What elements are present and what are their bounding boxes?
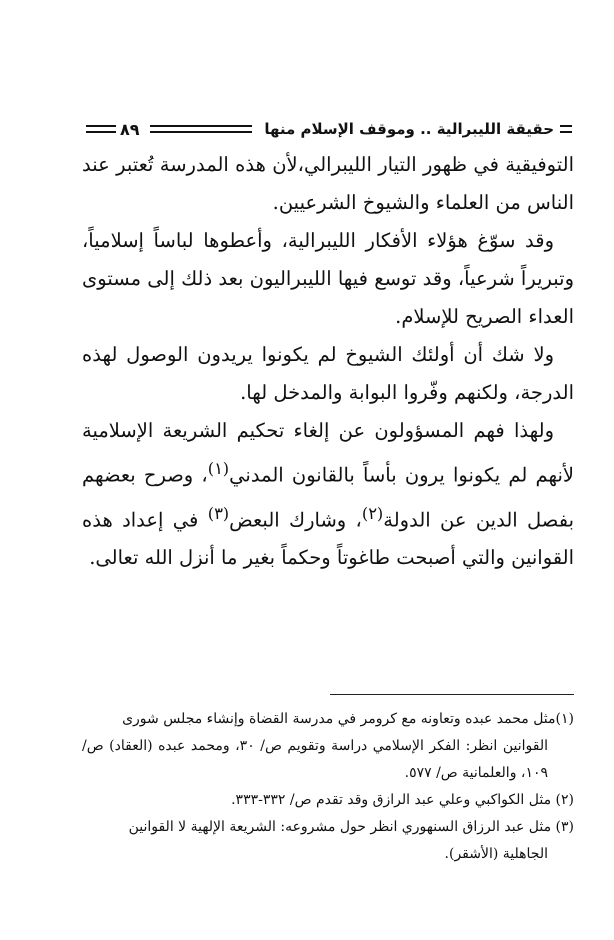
paragraph-1: التوفيقية في ظهور التيار الليبرالي،لأن هذه المدرسة تُعتبر عند الناس من العلماء والشيوخ الشرعيين. (82, 153, 574, 214)
paragraph-4-part-a: ولهذا فهم المسؤولون عن إلغاء تحكيم الشريعة الإسلامية لأنهم لم يكونوا يرون بأساً بالقانون المدني (82, 419, 574, 487)
header-rule-middle (150, 125, 253, 133)
footnote-1-continued: القوانين انظر: الفكر الإسلامي دراسة وتقويم ص/ ٣٠، ومحمد عبده (العقاد) ص/ ١٠٩، والعلمانية ص/ ٥٧٧. (82, 738, 548, 781)
footnote-2: (٢) مثل الكواكبي وعلي عبد الرازق وقد تقدم ص/ ٣٣٢-٣٣٣. (231, 792, 574, 808)
paragraph-3: ولا شك أن أولئك الشيوخ لم يكونوا يريدون الوصول لهذه الدرجة، ولكنهم وفّروا البوابة والمدخل لها. (82, 343, 574, 404)
main-text (82, 146, 574, 577)
header-rule-left (86, 125, 116, 133)
footnote-ref-1[interactable]: (١) (207, 459, 230, 478)
footnote-3-continued: الجاهلية (الأشقر). (444, 846, 548, 862)
footnote-separator (330, 694, 574, 695)
paragraph-4-part-d: في إعداد هذه القوانين والتي أصبحت طاغوتاً وحكماً بغير ما أنزل الله تعالى. (82, 508, 574, 569)
paragraph-4 (82, 412, 574, 577)
paragraph-2: وقد سوّغ هؤلاء الأفكار الليبرالية، وأعطوها لباساً إسلامياً، وتبريراً شرعياً، وقد توسع فيها الليبراليون بعد ذلك إلى مستوى العداء الصريح للإسلام. (82, 229, 574, 328)
paragraph-4-part-c: ، وشارك البعض (229, 508, 362, 531)
paragraph-4-part-b: ، وصرح بعضهم بفصل الدين عن الدولة (82, 463, 574, 531)
footnote-ref-3[interactable]: (٣) (207, 503, 230, 523)
header-rule-right (560, 125, 572, 133)
running-header (86, 116, 572, 142)
footnote-ref-2[interactable]: (٢) (361, 503, 384, 523)
footnote-3: (٣) مثل عبد الرزاق السنهوري انظر حول مشروعه: الشريعة الإلهية لا القوانين (128, 819, 574, 835)
page-number: ٨٩ (120, 119, 140, 139)
footnotes (82, 706, 574, 868)
header-title: حقيقة الليبرالية .. وموقف الإسلام منها (264, 120, 554, 138)
footnote-1: (١)مثل محمد عبده وتعاونه مع كرومر في مدرسة القضاة وإنشاء مجلس شورى (122, 711, 574, 727)
